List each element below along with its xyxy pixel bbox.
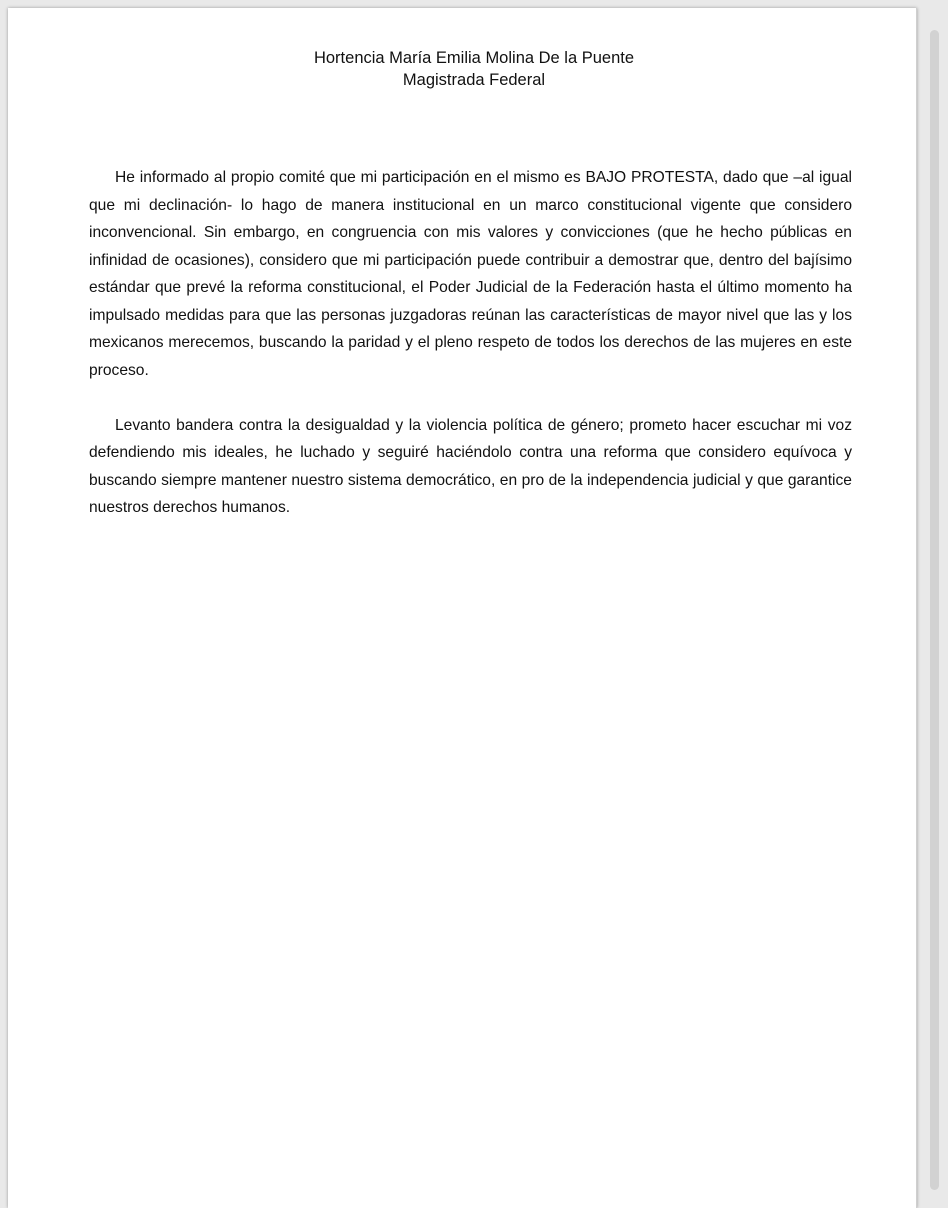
document-body [89, 164, 852, 549]
vertical-scrollbar[interactable] [930, 30, 939, 1190]
author-title: Magistrada Federal [402, 71, 546, 89]
paragraph-2: Levanto bandera contra la desigualdad y la violencia política de género; prometo hacer escuchar mi voz defendiendo mis ideales, he luchado y seguiré haciéndolo contra una reforma que considero equívoca y buscando siempre mantener nuestro sistema democrático, en pro de la independencia judicial y que garantice nuestros derechos humanos. [89, 416, 852, 516]
document-header [0, 47, 948, 91]
author-name: Hortencia María Emilia Molina De la Puente [313, 49, 635, 67]
paragraph-1: He informado al propio comité que mi participación en el mismo es BAJO PROTESTA, dado que –al igual que mi declinación- lo hago de manera institucional en un marco constitucional vigente que considero inconvencional. Sin embargo, en congruencia con mis valores y convicciones (que he hecho públicas en infinidad de ocasiones), considero que mi participación puede contribuir a demostrar que, dentro del bajísimo estándar que prevé la reforma constitucional, el Poder Judicial de la Federación hasta el último momento ha impulsado medidas para que las personas juzgadoras reúnan las características de mayor nivel que las y los mexicanos merecemos, buscando la paridad y el pleno respeto de todos los derechos de las mujeres en este proceso. [89, 169, 852, 379]
